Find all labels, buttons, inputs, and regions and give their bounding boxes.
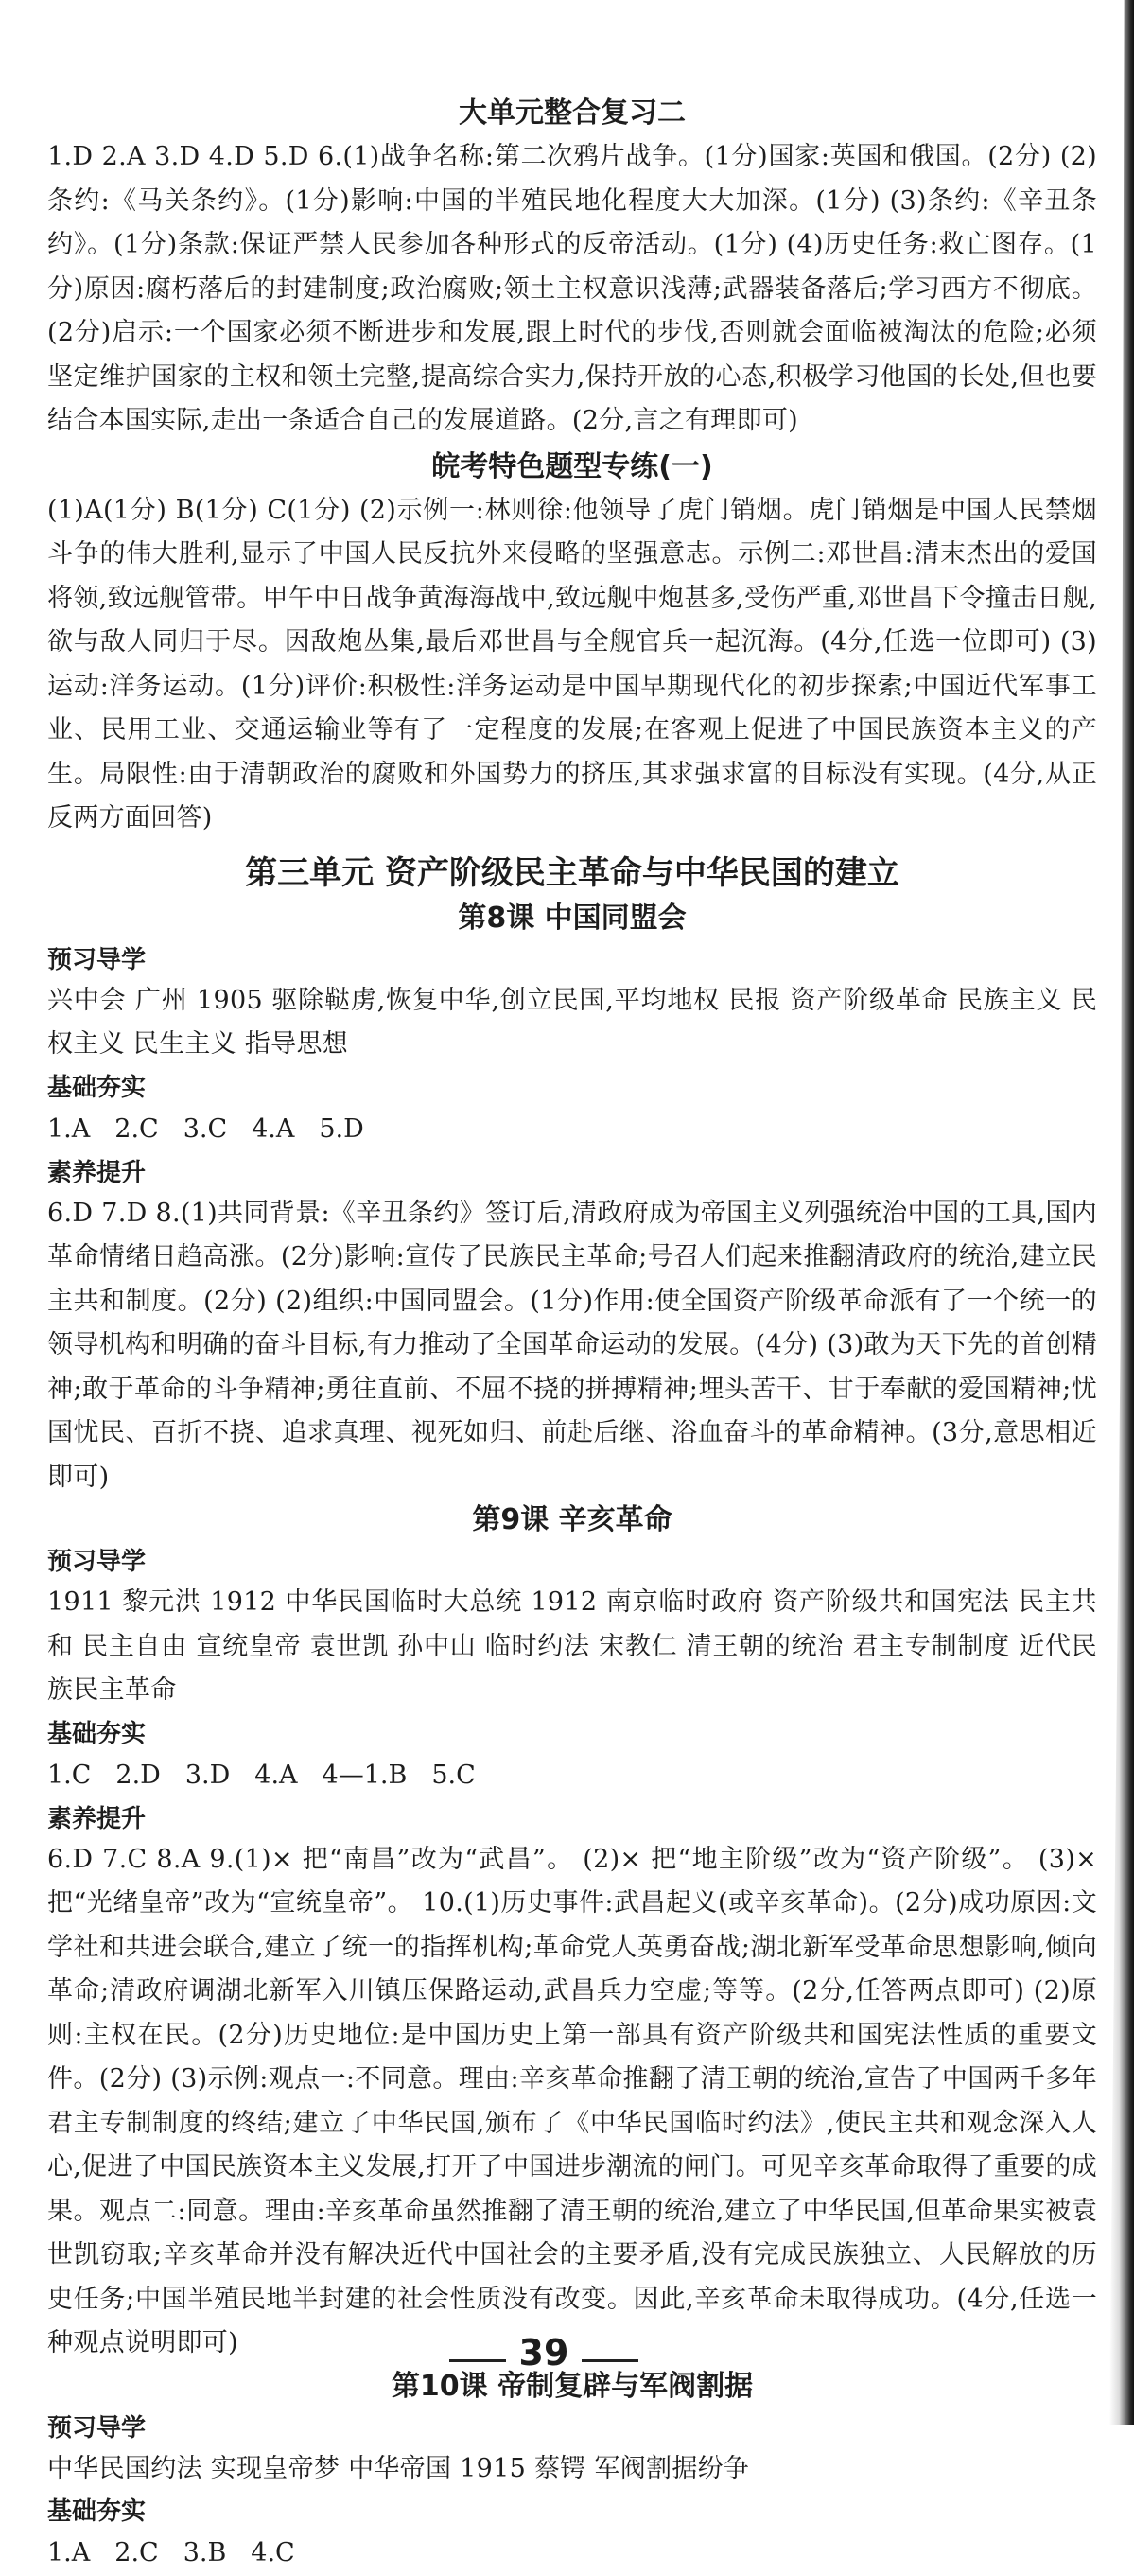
answer-item: 4.A [254, 1760, 298, 1790]
lesson9-improve-label: 素养提升 [47, 1804, 147, 1833]
lesson9-basic-label: 基础夯实 [47, 1719, 147, 1748]
answer-item: 1.C [47, 1760, 92, 1790]
lesson10-preview-label: 预习导学 [47, 2413, 147, 2443]
special-practice-title: 皖考特色题型专练(一) [431, 449, 713, 483]
review2-answers: 1.D 2.A 3.D 4.D 5.D 6.(1)战争名称:第二次鸦片战争。(1分)国家:英国和俄国。(2分) (2)条约:《马关条约》。(1分)影响:中国的半殖民地化程度大大加深。(1分) (3)条约:《辛丑条约》。(1分)条款:保证严禁人民参加各种形式的反帝活动。(1分) (4)历史任务:救亡图存。(1分)原因:腐朽落后的封建制度;政治腐败;领土主权意识浅薄;武器装备落后;学习西方不彻底。(2分)启示:一个国家必须不断进步和发展,跟上时代的步伐,否则就会面临被淘汰的危险;必须坚定维护国家的主权和领土完整,提高综合实力,保持开放的心态,积极学习他国的长处,但也要结合本国实际,走出一条适合自己的发展道路。(2分,言之有理即可) [47, 142, 1097, 435]
lesson8-preview: 兴中会 广州 1905 驱除鞑虏,恢复中华,创立民国,平均地权 民报 资产阶级革命 民族主义 民权主义 民生主义 指导思想 [47, 985, 1097, 1059]
answer-item: 3.C [183, 1113, 228, 1144]
footer-dash-left [449, 2359, 506, 2362]
answer-item: 1.A [47, 1113, 91, 1144]
answer-item: 2.C [114, 1113, 159, 1144]
page-number: 39 [518, 2332, 569, 2374]
lesson8-basic-label: 基础夯实 [47, 1073, 147, 1102]
unit3-title: 第三单元 资产阶级民主革命与中华民国的建立 [245, 853, 899, 892]
answer-item: 5.C [431, 1760, 476, 1790]
page-content [47, 90, 1097, 2576]
lesson10-basic-answers [47, 2531, 1097, 2576]
answer-item: 2.C [114, 2538, 159, 2567]
review2-title: 大单元整合复习二 [459, 96, 686, 130]
lesson10-preview: 中华民国约法 实现皇帝梦 中华帝国 1915 蔡锷 军阀割据纷争 [47, 2453, 750, 2483]
lesson8-basic-answers [47, 1107, 1097, 1152]
lesson10-basic-label: 基础夯实 [47, 2497, 147, 2526]
lesson9-preview: 1911 黎元洪 1912 中华民国临时大总统 1912 南京临时政府 资产阶级共和国宪法 民主共和 民主自由 宣统皇帝 袁世凯 孙中山 临时约法 宋教仁 清王朝的统治 君主专制制度 近代民族民主革命 [47, 1587, 1097, 1705]
lesson10-title: 第10课 帝制复辟与军阀割据 [391, 2369, 754, 2403]
answer-item: 4—1.B [322, 1760, 408, 1790]
lesson9-title: 第9课 辛亥革命 [472, 1503, 672, 1536]
lesson8-improve-label: 素养提升 [47, 1158, 147, 1187]
answer-item: 3.D [184, 1760, 231, 1790]
footer-dash-right [582, 2359, 638, 2362]
lesson8-preview-label: 预习导学 [47, 945, 147, 974]
answer-item: 1.A [47, 2538, 91, 2567]
lesson8-improve-answers: 6.D 7.D 8.(1)共同背景:《辛丑条约》签订后,清政府成为帝国主义列强统治中国的工具,国内革命情绪日趋高涨。(2分)影响:宣传了民族民主革命;号召人们起来推翻清政府的统治,建立民主共和制度。(2分) (2)组织:中国同盟会。(1分)作用:使全国资产阶级革命派有了一个统一的领导机构和明确的奋斗目标,有力推动了全国革命运动的发展。(4分) (3)敢为天下先的首创精神;敢于革命的斗争精神;勇往直前、不屈不挠的拼搏精神;埋头苦干、甘于奉献的爱国精神;忧国忧民、百折不挠、追求真理、视死如归、前赴后继、浴血奋斗的革命精神。(3分,意思相近即可) [47, 1198, 1097, 1492]
answer-item: 5.D [319, 1113, 364, 1144]
lesson9-basic-answers [47, 1753, 1097, 1798]
page-footer [0, 2332, 1088, 2374]
lesson8-title: 第8课 中国同盟会 [458, 901, 687, 935]
lesson9-improve-answers: 6.D 7.C 8.A 9.(1)× 把“南昌”改为“武昌”。 (2)× 把“地主阶级”改为“资产阶级”。 (3)× 把“光绪皇帝”改为“宣统皇帝”。 10.(1)历史事件:武昌起义(或辛亥革命)。(2分)成功原因:文学社和共进会联合,建立了统一的指挥机构;革命党人英勇奋战;湖北新军受革命思想影响,倾向革命;清政府调湖北新军入川镇压保路运动,武昌兵力空虚;等等。(2分,任答两点即可) (2)原则:主权在民。(2分)历史地位:是中国历史上第一部具有资产阶级共和国宪法性质的重要文件。(2分) (3)示例:观点一:不同意。理由:辛亥革命推翻了清王朝的统治,宣告了中国两千多年君主专制制度的终结;建立了中华民国,颁布了《中华民国临时约法》,使民主共和观念深入人心,促进了中国民族资本主义发展,打开了中国进步潮流的闸门。可见辛亥革命取得了重要的成果。观点二:同意。理由:辛亥革命虽然推翻了清王朝的统治,建立了中华民国,但革命果实被袁世凯窃取;辛亥革命并没有解决近代中国社会的主要矛盾,没有完成民族独立、人民解放的历史任务;中国半殖民地半封建的社会性质没有改变。因此,辛亥革命未取得成功。(4分,任选一种观点说明即可) [47, 1844, 1097, 2357]
answer-item: 4.C [251, 2538, 295, 2567]
answer-item: 3.B [183, 2538, 227, 2567]
special-practice-answers: (1)A(1分) B(1分) C(1分) (2)示例一:林则徐:他领导了虎门销烟。虎门销烟是中国人民禁烟斗争的伟大胜利,显示了中国人民反抗外来侵略的坚强意志。示例二:邓世昌:清末杰出的爱国将领,致远舰管带。甲午中日战争黄海海战中,致远舰中炮甚多,受伤严重,邓世昌下令撞击日舰,欲与敌人同归于尽。因敌炮丛集,最后邓世昌与全舰官兵一起沉海。(4分,任选一位即可) (3)运动:洋务运动。(1分)评价:积极性:洋务运动是中国早期现代化的初步探索;中国近代军事工业、民用工业、交通运输业等有了一定程度的发展;在客观上促进了中国民族资本主义的产生。局限性:由于清朝政治的腐败和外国势力的挤压,其求强求富的目标没有实现。(4分,从正反两方面回答) [47, 495, 1097, 832]
lesson9-preview-label: 预习导学 [47, 1548, 147, 1576]
answer-item: 2.D [115, 1760, 161, 1790]
answer-item: 4.A [252, 1113, 295, 1144]
